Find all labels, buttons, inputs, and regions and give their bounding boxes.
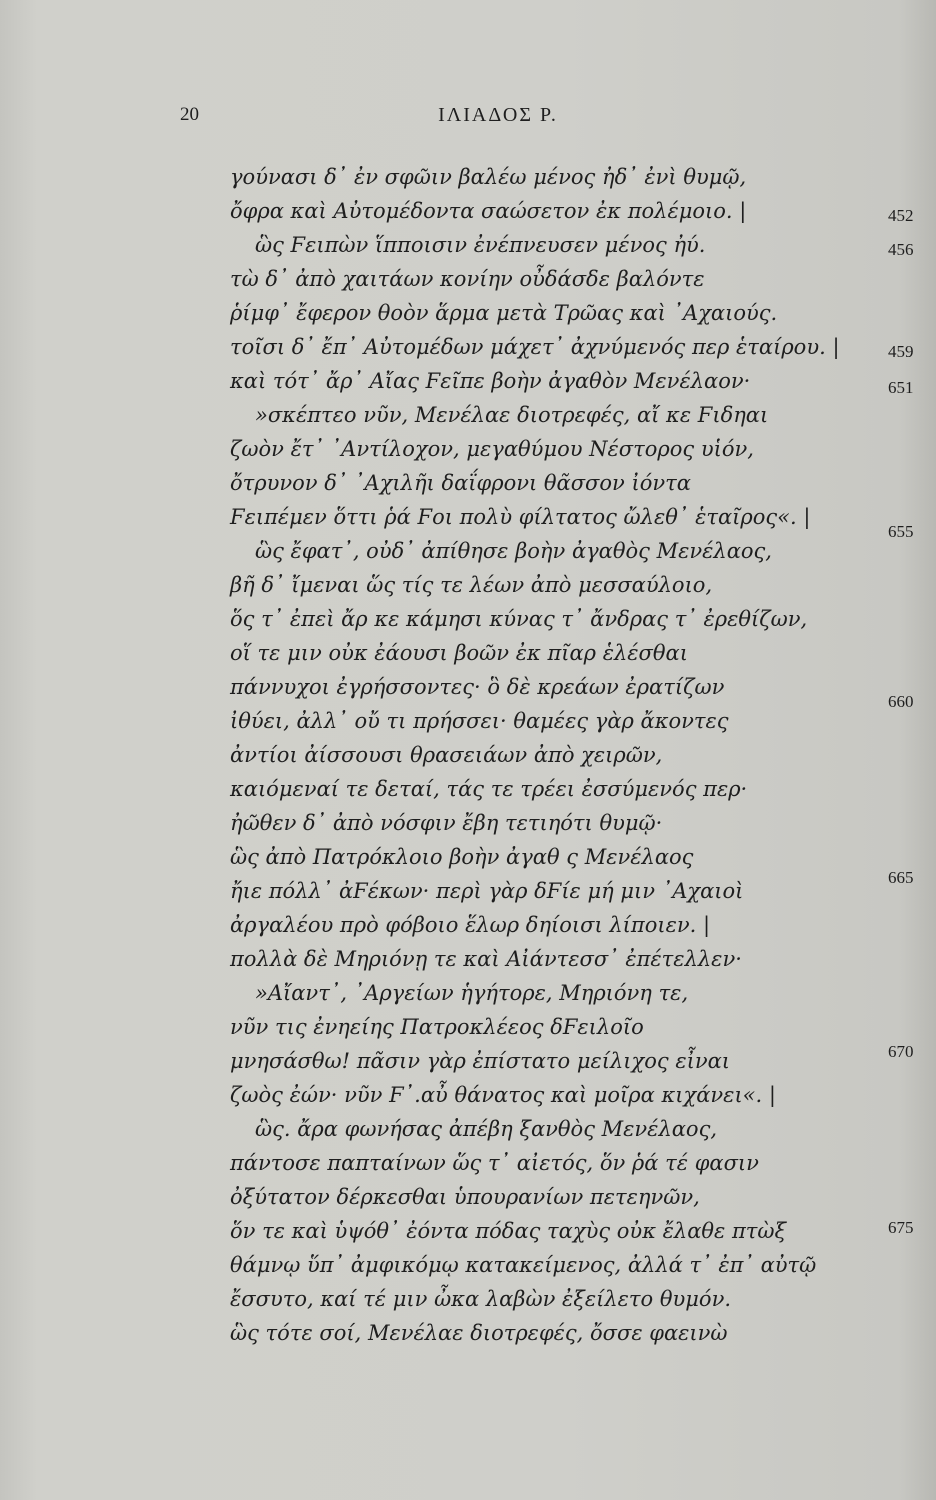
verse-line: »σκέπτεο νῦν, Μενέλαε διοτρεφές, αἴ κε Ϝιδηαι: [255, 403, 769, 427]
verse-line: ζωὸς ἐών· νῦν Ϝ᾽.αὖ θάνατος καὶ μοῖρα κιχάνει«. |: [230, 1083, 776, 1107]
verse-line: ὣς. ἄρα φωνήσας ἀπέβη ξανθὸς Μενέλαος,: [255, 1117, 718, 1141]
verse-line: ὄφρα καὶ Αὐτομέδοντα σαώσετον ἐκ πολέμοιο. |: [230, 199, 747, 223]
verse-line: μνησάσθω! πᾶσιν γὰρ ἐπίστατο μείλιχος εἶναι: [230, 1049, 731, 1073]
verse-line: ἀντίοι ἀίσσουσι θρασειάων ἀπὸ χειρῶν,: [230, 743, 663, 767]
verse-line: ζωὸν ἔτ᾽ ᾽Αντίλοχον, μεγαθύμου Νέστορος υἱόν,: [230, 437, 754, 461]
line-number: 655: [888, 522, 914, 541]
verse-line: ἰθύει, ἀλλ᾽ οὔ τι πρήσσει· θαμέες γὰρ ἄκοντες: [230, 709, 729, 733]
running-head: ΙΛΙΑΔΟΣ Ρ.: [438, 104, 558, 126]
verse-line: καιόμεναί τε δεταί, τάς τε τρέει ἐσσύμενός περ·: [230, 777, 748, 801]
verse-line: τοῖσι δ᾽ ἔπ᾽ Αὐτομέδων μάχετ᾽ ἀχνύμενός περ ἑταίρου. |: [230, 335, 840, 359]
verse-line: τὼ δ᾽ ἀπὸ χαιτάων κονίην οὖδάσδε βαλόντε: [230, 267, 705, 291]
verse-line: ὣς Ϝειπὼν ἵπποισιν ἐνέπνευσεν μένος ἠύ.: [255, 233, 706, 257]
page-number: 20: [180, 104, 199, 125]
verse-line: ἔσσυτο, καί τέ μιν ὦκα λαβὼν ἐξείλετο θυμόν.: [230, 1287, 732, 1311]
verse-line: πάντοσε παπταίνων ὥς τ᾽ αἰετός, ὅν ῥά τέ φασιν: [230, 1151, 759, 1175]
verse-line: ὀξύτατον δέρκεσθαι ὑπουρανίων πετεηνῶν,: [230, 1185, 700, 1209]
verse-line: νῦν τις ἐνηείης Πατροκλέεος δϜειλοῖο: [230, 1015, 644, 1039]
line-number: 670: [888, 1042, 914, 1061]
line-number: 459: [888, 342, 914, 361]
verse-line: ὣς τότε σοί, Μενέλαε διοτρεφές, ὄσσε φαεινὼ: [230, 1321, 728, 1345]
verse-line: ὄτρυνον δ᾽ ᾽Αχιλῆι δαΐφρονι θᾶσσον ἰόντα: [230, 471, 691, 495]
verse-line: Ϝειπέμεν ὅττι ῥά Ϝοι πολὺ φίλτατος ὤλεθ᾽ ἑταῖρος«. |: [230, 505, 811, 529]
line-number: 675: [888, 1218, 914, 1237]
verse-line: ἠῶθεν δ᾽ ἀπὸ νόσφιν ἔβη τετιηότι θυμῷ·: [230, 811, 663, 835]
line-number: 452: [888, 206, 914, 225]
verse-line: οἵ τε μιν οὐκ ἐάουσι βοῶν ἐκ πῖαρ ἑλέσθαι: [230, 641, 688, 665]
verse-line: γούνασι δ᾽ ἐν σφῶιν βαλέω μένος ἠδ᾽ ἐνὶ θυμῷ,: [230, 165, 747, 189]
verse-line: βῆ δ᾽ ἴμεναι ὥς τίς τε λέων ἀπὸ μεσσαύλοιο,: [230, 573, 713, 597]
verse-line: ἤιε πόλλ᾽ ἀϜέκων· περὶ γὰρ δϜίε μή μιν ᾽Αχαιοὶ: [230, 879, 744, 903]
verse-line: ὅς τ᾽ ἐπεὶ ἄρ κε κάμησι κύνας τ᾽ ἄνδρας τ᾽ ἐρεθίζων,: [230, 607, 808, 631]
verse-line: ἀργαλέου πρὸ φόβοιο ἕλωρ δηίοισι λίποιεν. |: [230, 913, 711, 937]
verse-line: πολλὰ δὲ Μηριόνῃ τε καὶ Αἰάντεσσ᾽ ἐπέτελλεν·: [230, 947, 742, 971]
line-number: 651: [888, 378, 914, 397]
verse-line: καὶ τότ᾽ ἄρ᾽ Αἴας Ϝεῖπε βοὴν ἀγαθὸν Μενέλαον·: [230, 369, 751, 393]
verse-line: ὣς ἔφατ᾽, οὐδ᾽ ἀπίθησε βοὴν ἀγαθὸς Μενέλαος,: [255, 539, 772, 563]
line-number: 456: [888, 240, 914, 259]
verse-line: »Αἴαντ᾽, ᾽Αργείων ἡγήτορε, Μηριόνη τε,: [255, 981, 689, 1005]
verse-line: ὣς ἀπὸ Πατρόκλοιο βοὴν ἀγαθ ς Μενέλαος: [230, 845, 694, 869]
verse-line: θάμνῳ ὕπ᾽ ἀμφικόμῳ κατακείμενος, ἀλλά τ᾽ ἐπ᾽ αὐτῷ: [230, 1253, 817, 1277]
verse-line: ῥίμφ᾽ ἔφερον θοὸν ἅρμα μετὰ Τρῶας καὶ ᾽Αχαιούς.: [230, 301, 778, 325]
line-number: 665: [888, 868, 914, 887]
line-number: 660: [888, 692, 914, 711]
verse-line: ὅν τε καὶ ὑψόθ᾽ ἐόντα πόδας ταχὺς οὐκ ἔλαθε πτὼξ: [230, 1219, 787, 1243]
verse-line: πάννυχοι ἐγρήσσοντες· ὃ δὲ κρεάων ἐρατίζων: [230, 675, 725, 699]
